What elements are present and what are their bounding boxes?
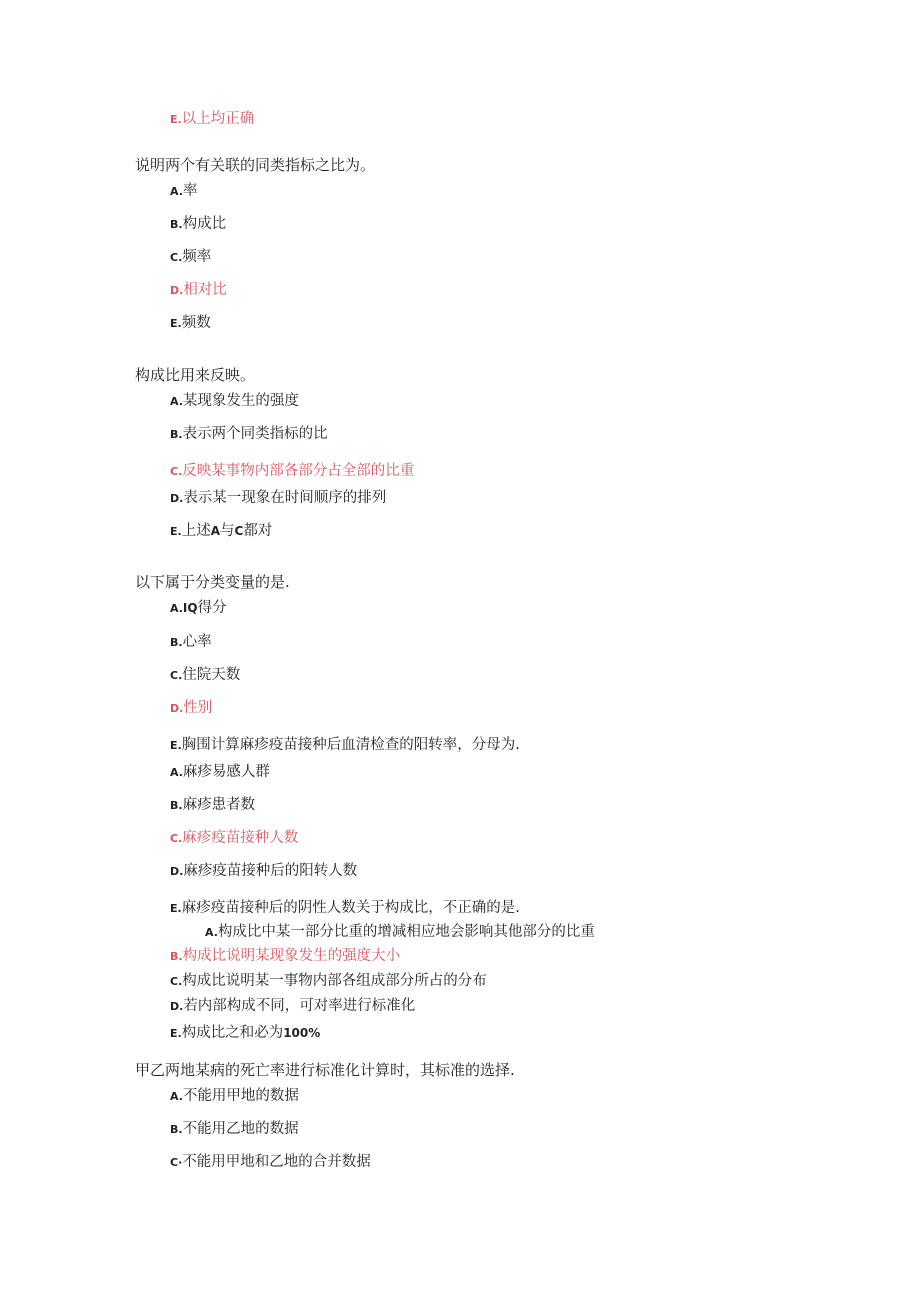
option-text: 性别: [183, 700, 213, 716]
option-text: 麻疹疫苗接种后的阳转人数: [183, 863, 358, 879]
option-text: 上述: [181, 523, 211, 539]
q4-option-e: [170, 898, 520, 919]
option-letter: A.: [170, 766, 183, 779]
q2-option-b: [170, 424, 328, 445]
option-text: 构成比中某一部分比重的增减相应地会影响其他部分的比重: [217, 924, 595, 940]
q6-option-b: [170, 1119, 299, 1140]
option-letter: E.: [170, 525, 182, 538]
option-letter: C.: [170, 669, 183, 682]
option-text: 麻疹易感人群: [182, 764, 270, 780]
option-letter: A.: [170, 602, 183, 615]
option-letter: E.: [170, 739, 182, 752]
option-letter: C.: [170, 832, 183, 845]
q3-option-b: [170, 632, 212, 653]
option-text: 胸围计算麻疹疫苗接种后血清检查的阳转率，分母为.: [181, 737, 520, 753]
question-1: 说明两个有关联的同类指标之比为。: [135, 156, 376, 174]
q6-option-c: [170, 1152, 371, 1173]
option-text: 不能用甲地的数据: [182, 1088, 299, 1104]
option-text: 住院天数: [182, 667, 241, 683]
option-letter: D.: [170, 702, 184, 715]
q4-option-a: [170, 762, 270, 783]
q1-option-a: [170, 181, 197, 202]
option-text: 不能用乙地的数据: [182, 1121, 299, 1137]
q4-option-c-correct: [170, 828, 298, 849]
q4-option-d: [170, 861, 357, 882]
q1-option-d-correct: [170, 280, 227, 301]
option-text: 表示两个同类指标的比: [182, 426, 328, 442]
option-letter: A.: [170, 185, 183, 198]
option-text: 与: [220, 523, 235, 539]
q5-option-e: [170, 1023, 320, 1044]
option-letter: E.: [170, 1027, 182, 1040]
q5-option-a: [205, 922, 595, 943]
option-letter: B.: [170, 218, 183, 231]
q1-option-c: [170, 247, 211, 268]
option-text-bold: IQ: [182, 601, 198, 615]
q1-option-b: [170, 214, 226, 235]
option-text: 反映某事物内部各部分占全部的比重: [182, 463, 415, 479]
option-text: 都对: [243, 523, 273, 539]
option-text: 表示某一现象在时间顺序的排列: [183, 490, 387, 506]
q2-option-c-correct: [170, 461, 414, 482]
option-text: 不能用甲地和乙地的合并数据: [182, 1154, 371, 1170]
option-letter: D.: [170, 492, 184, 505]
option-letter: C.: [170, 975, 183, 988]
option-letter: E.: [170, 902, 182, 915]
option-letter: D.: [170, 1000, 184, 1013]
option-e-correct: [170, 109, 254, 130]
option-letter: B.: [170, 950, 183, 963]
option-text: 心率: [182, 634, 212, 650]
q2-option-e: [170, 521, 272, 542]
option-text: 相对比: [183, 282, 227, 298]
option-text: 若内部构成不同，可对率进行标准化: [183, 998, 416, 1014]
option-text: 麻疹患者数: [182, 797, 256, 813]
q3-option-c: [170, 665, 240, 686]
option-text: 以上均正确: [181, 111, 255, 127]
question-6: 甲乙两地某病的死亡率进行标准化计算时，其标准的选择.: [135, 1061, 515, 1079]
option-letter: D.: [170, 284, 184, 297]
option-text: 某现象发生的强度: [182, 393, 299, 409]
option-letter: E.: [170, 113, 182, 126]
option-letter: B.: [170, 428, 183, 441]
option-letter: A.: [170, 1090, 183, 1103]
option-letter: D.: [170, 865, 184, 878]
option-text: 构成比说明某现象发生的强度大小: [182, 948, 401, 964]
option-text-bold: A: [210, 524, 220, 538]
option-text: 得分: [197, 600, 227, 616]
option-text: 构成比说明某一事物内部各组成部分所占的分布: [182, 973, 487, 989]
q3-option-a: [170, 598, 227, 619]
q3-option-e: [170, 735, 520, 756]
q5-option-d: [170, 996, 415, 1017]
q4-option-b: [170, 795, 255, 816]
option-letter: B.: [170, 1123, 183, 1136]
option-letter: C·: [170, 1156, 183, 1169]
option-text: 构成比: [182, 216, 227, 232]
option-letter: A.: [205, 926, 218, 939]
q5-option-c: [170, 971, 487, 992]
option-text: 频率: [182, 249, 212, 265]
option-text: 麻疹疫苗接种人数: [182, 830, 299, 846]
q1-option-e: [170, 313, 211, 334]
q2-option-a: [170, 391, 299, 412]
option-text: 麻疹疫苗接种后的阴性人数关于构成比，不正确的是.: [181, 900, 520, 916]
option-letter: A.: [170, 395, 183, 408]
option-letter: B.: [170, 636, 183, 649]
option-text: 率: [182, 183, 198, 199]
option-letter: C.: [170, 465, 183, 478]
option-text: 频数: [181, 315, 211, 331]
q6-option-a: [170, 1086, 299, 1107]
q2-option-d: [170, 488, 386, 509]
q5-option-b-correct: [170, 946, 400, 967]
option-text: 构成比之和必为: [181, 1025, 284, 1041]
option-letter: B.: [170, 799, 183, 812]
option-text-bold: 100%: [283, 1026, 321, 1040]
question-3: 以下属于分类变量的是.: [135, 573, 290, 591]
q3-option-d-correct: [170, 698, 212, 719]
question-2: 构成比用来反映。: [135, 366, 256, 384]
option-letter: E.: [170, 317, 182, 330]
option-letter: C.: [170, 251, 183, 264]
option-text-bold: C: [234, 524, 244, 538]
